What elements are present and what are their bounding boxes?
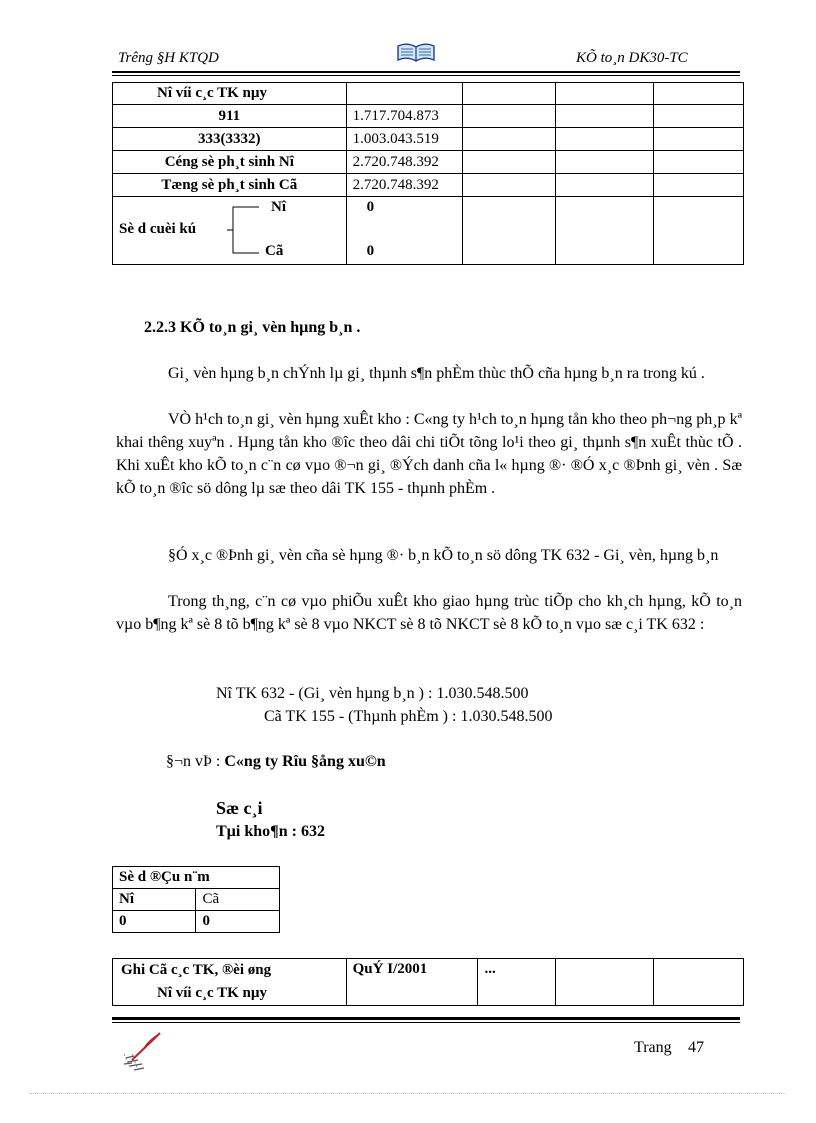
footer-rule-thin (112, 1022, 740, 1023)
header-cell (113, 959, 347, 1006)
footer-rule (112, 1017, 740, 1020)
row-label: 911 (113, 105, 347, 128)
cell (462, 83, 556, 105)
header-right: KÕ to¸n DK30-TC (576, 50, 688, 66)
ledger-table-header (112, 958, 744, 1006)
cell (462, 174, 556, 197)
cell (654, 128, 744, 151)
cell (654, 174, 744, 197)
section-heading: 2.2.3 KÕ to¸n gi¸ vèn hµng b¸n . (144, 319, 361, 336)
ledger-table-continued (112, 82, 744, 265)
row-value: 1.003.043.519 (346, 128, 462, 151)
cell (556, 105, 654, 128)
cell (556, 959, 654, 1006)
page-label: Trang (634, 1039, 672, 1056)
closing-no-value: 0 (366, 199, 375, 215)
cell (654, 83, 744, 105)
col-co: Cã (196, 889, 280, 911)
row-label: Tæng sè ph¸t sinh Cã (113, 174, 347, 197)
cell (654, 959, 744, 1006)
table-row (113, 174, 744, 197)
page-number: 47 (688, 1039, 704, 1056)
unit-line (166, 750, 386, 773)
cell (654, 197, 744, 265)
closing-label: Sè d cuèi kú (119, 221, 197, 237)
table-row (113, 959, 744, 1006)
val-no: 0 (113, 911, 196, 933)
table-row (113, 867, 280, 889)
cell (556, 174, 654, 197)
closing-balance-cell (113, 197, 347, 265)
table-row (113, 911, 280, 933)
cell (462, 128, 556, 151)
table-row (113, 105, 744, 128)
header-rule-thin (112, 75, 740, 76)
more-cell: ... (478, 959, 556, 1006)
table-row (113, 83, 744, 105)
quill-icon (120, 1030, 166, 1072)
row-value: 2.720.748.392 (346, 151, 462, 174)
unit-label: §¬n vÞ : (166, 753, 221, 770)
cell (556, 197, 654, 265)
header-rule (112, 71, 740, 73)
paragraph-4: Trong th¸ng, c¨n cø vµo phiÕu xuÊt kho giao hµng trùc tiÕp cho kh¸ch hµng, kÕ to¸n vµo b¶ng kª sè 8 tõ b¶ng kª sè 8 vµo NKCT sè 8 tõ NKCT sè 8 kÕ to¸n vµo sæ c¸i TK 632 : (116, 593, 742, 633)
col-no: Nî (113, 889, 196, 911)
paragraph-2: VÒ h¹ch to¸n gi¸ vèn hµng xuÊt kho : C«ng ty h¹ch to¸n hµng tån kho theo ph¬ng ph¸p kª khai thêng xuyªn . Hµng tån kho ®îc theo dâi chi tiÕt tõng lo¹i theo gi¸ thµnh s¶n xuÊt thùc tÕ . Khi xuÊt kho kÕ to¸n c¨n cø vµo ®¬n gi¸ ®Ých danh cña l« hµng ®· ®Ó x¸c ®Þnh gi¸ vèn . Sæ kÕ to¸n ®îc sö dông lµ sæ theo dâi TK 155 - thµnh phÈm . (116, 411, 742, 497)
closing-value-cell (346, 197, 462, 265)
table-row (113, 889, 280, 911)
cell (462, 151, 556, 174)
ledger-account: Tµi kho¶n : 632 (216, 823, 325, 840)
cell (654, 105, 744, 128)
row-label: 333(3332) (113, 128, 347, 151)
cell (556, 128, 654, 151)
entry-credit: Cã TK 155 - (Thµnh phÈm ) : 1.030.548.500 (264, 708, 553, 725)
cell (556, 83, 654, 105)
table-row (113, 151, 744, 174)
cell (462, 105, 556, 128)
entry-debit: Nî TK 632 - (Gi¸ vèn hµng b¸n ) : 1.030.548.500 (216, 685, 529, 702)
paragraph-3: §Ó x¸c ®Þnh gi¸ vèn cña sè hµng ®· b¸n kÕ to¸n sö dông TK 632 - Gi¸ vèn, hµng b¸n (168, 547, 719, 564)
paragraph-1: Gi¸ vèn hµng b¸n chÝnh lµ gi¸ thµnh s¶n phÈm thùc thÕ cña hµng b¸n ra trong kú . (168, 365, 705, 382)
opening-balance-table (112, 866, 280, 933)
header-line-2: Nî víi c¸c TK nµy (157, 985, 268, 1001)
closing-co-label: Cã (265, 243, 284, 259)
row-value: 1.717.704.873 (346, 105, 462, 128)
page-edge (30, 1093, 786, 1094)
header-line-1: Ghi Cã c¸c TK, ®èi øng (121, 962, 272, 978)
header-left: Trêng §H KTQD (118, 50, 219, 66)
table-row (113, 128, 744, 151)
row-label: Céng sè ph¸t sinh Nî (113, 151, 347, 174)
table-row-closing (113, 197, 744, 265)
bracket-icon (225, 205, 261, 255)
closing-co-value: 0 (366, 243, 375, 259)
book-icon (396, 40, 436, 64)
cell (654, 151, 744, 174)
closing-no-label: Nî (271, 199, 286, 215)
cell (462, 197, 556, 265)
cell (556, 151, 654, 174)
row-label: Nî víi c¸c TK nµy (113, 83, 347, 105)
cell (346, 83, 462, 105)
period-cell: QuÝ I/2001 (346, 959, 478, 1006)
ledger-title: Sæ c¸i (216, 798, 263, 818)
opening-title: Sè d ®Çu n¨m (113, 867, 280, 889)
row-value: 2.720.748.392 (346, 174, 462, 197)
unit-name: C«ng ty Rîu §ång xu©n (224, 753, 386, 770)
val-co: 0 (196, 911, 280, 933)
